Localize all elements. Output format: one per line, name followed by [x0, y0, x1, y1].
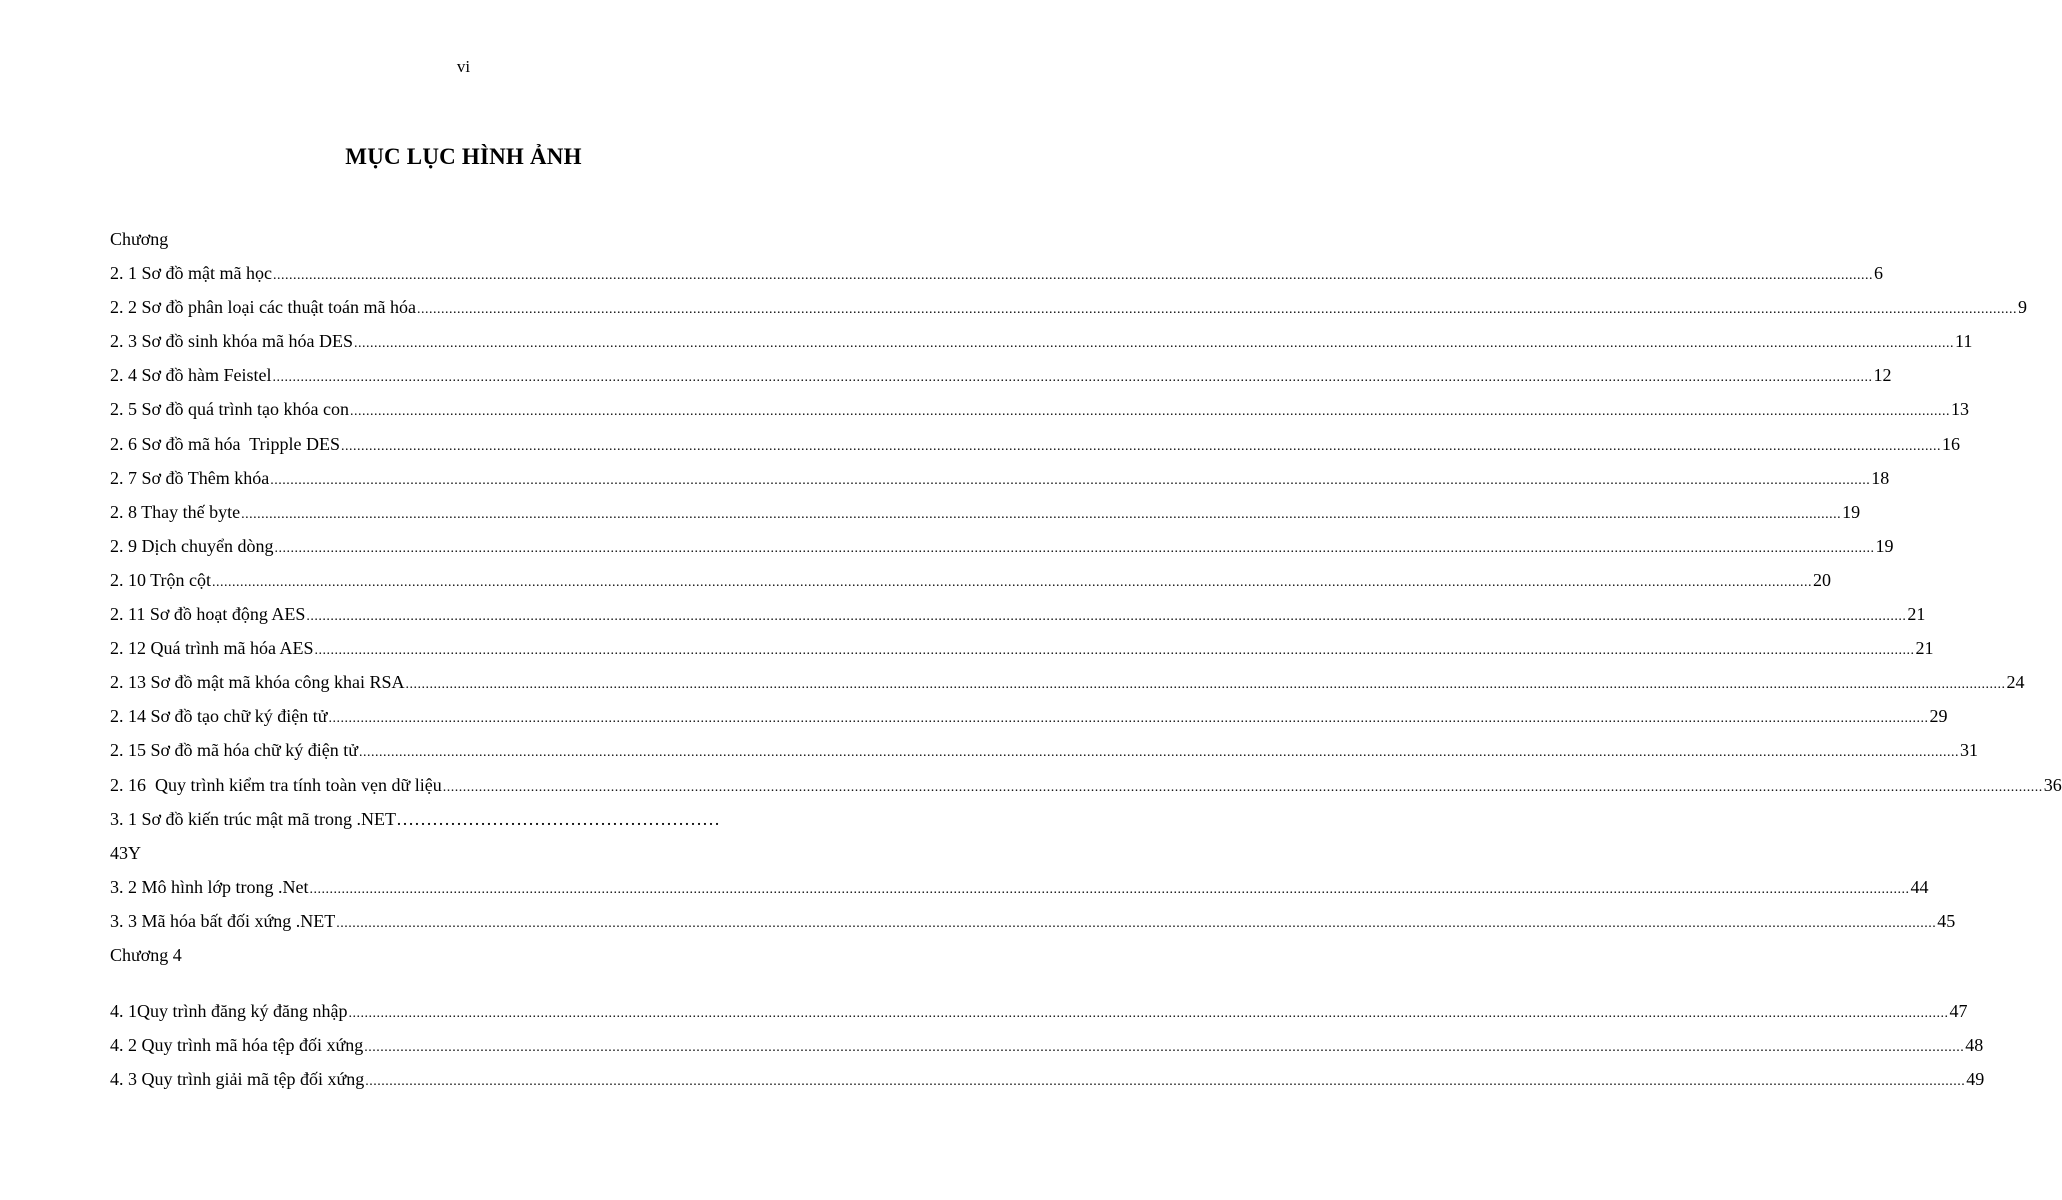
toc-entry[interactable]	[110, 875, 1929, 909]
toc-entry[interactable]	[110, 670, 2025, 704]
dot-leader: ................................................................................................................................................................................................................................................................................................................................................................................................................	[354, 336, 1955, 352]
toc-group-chapter-4	[110, 999, 1985, 1101]
toc-entry[interactable]	[110, 704, 1948, 738]
dot-leader: ................................................................................................................................................................................................................................................................................................................................................................................................................	[336, 915, 1937, 931]
toc-entry-label: 2. 1 Sơ đồ mật mã học	[110, 263, 272, 284]
toc-entry-page: 9	[2017, 297, 2027, 318]
toc-entry-page: 13	[1950, 399, 1969, 420]
dot-leader: ................................................................................................................................................................................................................................................................................................................................................................................................................	[348, 1006, 1949, 1022]
dot-leader: ................................................................................................................................................................................................................................................................................................................................................................................................................	[405, 677, 2006, 693]
toc-entry-label: 2. 5 Sơ đồ quá trình tạo khóa con	[110, 399, 349, 420]
dot-leader: ................................................................................................................................................................................................................................................................................................................................................................................................................	[273, 268, 1873, 284]
toc-entry-label: 2. 12 Quá trình mã hóa AES	[110, 638, 314, 659]
toc-entry[interactable]	[110, 602, 1926, 636]
toc-entry[interactable]	[110, 1033, 1984, 1067]
dot-leader: ................................................................................................................................................................................................................................................................................................................................................................................................................	[270, 472, 1871, 488]
chapter-heading: Chương 4	[110, 944, 182, 965]
toc-entry[interactable]	[110, 329, 1973, 363]
toc-entry-page: 21	[1907, 604, 1926, 625]
toc-entry-label: 2. 6 Sơ đồ mã hóa Tripple DES	[110, 433, 341, 454]
toc-entry-page: 19	[1842, 501, 1861, 522]
toc-entry-page: 45	[1937, 910, 1956, 931]
toc-entry[interactable]	[110, 295, 2027, 329]
toc-group-chapter-2	[110, 261, 2062, 807]
toc-entry-label: 2. 9 Dịch chuyển dòng	[110, 535, 274, 556]
toc-entry[interactable]	[110, 909, 1956, 943]
dot-leader: ................................................................................................................................................................................................................................................................................................................................................................................................................	[212, 574, 1813, 590]
dot-leader: ................................................................................................................................................................................................................................................................................................................................................................................................................	[241, 506, 1842, 522]
toc-entry-label: 2. 13 Sơ đồ mật mã khóa công khai RSA	[110, 672, 405, 693]
toc-entry-label: 4. 3 Quy trình giải mã tệp đối xứng	[110, 1069, 365, 1090]
toc-entry[interactable]	[110, 261, 1883, 295]
toc-entry-page: 48	[1965, 1035, 1984, 1056]
dot-leader: ................................................................................................................................................................................................................................................................................................................................................................................................................	[309, 881, 1910, 897]
toc-entry-label: 3. 2 Mô hình lớp trong .Net	[110, 876, 309, 897]
toc-entry-page: 49	[1966, 1069, 1985, 1090]
toc-entry-page: 36	[2043, 774, 2062, 795]
toc-entry[interactable]	[110, 534, 1894, 568]
toc-entry-label: 3. 3 Mã hóa bất đối xứng .NET	[110, 910, 336, 931]
toc-entry-page: 24	[2006, 672, 2025, 693]
toc-entry-page: 19	[1875, 535, 1894, 556]
dot-leader: ................................................................................................................................................................................................................................................................................................................................................................................................................	[364, 1040, 1965, 1056]
toc-entry-page: 31	[1960, 740, 1979, 761]
toc-entry-page: 20	[1813, 569, 1832, 590]
dot-leader: ................................................................................................................................................................................................................................................................................................................................................................................................................	[442, 779, 2043, 795]
table-of-figures	[110, 227, 2062, 1101]
toc-entry[interactable]	[110, 466, 1890, 500]
toc-entry[interactable]	[110, 773, 2062, 807]
toc-entry-page: 6	[1874, 263, 1883, 284]
toc-entry[interactable]	[110, 432, 1961, 466]
toc-entry[interactable]	[110, 636, 1934, 670]
toc-entry-label: 2. 15 Sơ đồ mã hóa chữ ký điện tử	[110, 740, 359, 761]
toc-entry-label: 2. 4 Sơ đồ hàm Feistel	[110, 365, 272, 386]
toc-entry-label: 3. 1 Sơ đồ kiến trúc mật mã trong .NET………………………………………………	[110, 808, 720, 829]
toc-entry-page: 21	[1915, 638, 1934, 659]
dot-leader: ................................................................................................................................................................................................................................................................................................................................................................................................................	[314, 643, 1915, 659]
dot-leader: ................................................................................................................................................................................................................................................................................................................................................................................................................	[306, 609, 1907, 625]
toc-entry-label: 2. 7 Sơ đồ Thêm khóa	[110, 467, 270, 488]
toc-entry[interactable]	[110, 500, 1861, 534]
toc-entry-label: 2. 2 Sơ đồ phân loại các thuật toán mã hóa	[110, 297, 416, 318]
toc-entry-label: 4. 2 Quy trình mã hóa tệp đối xứng	[110, 1035, 364, 1056]
toc-entry-label: 2. 14 Sơ đồ tạo chữ ký điện tử	[110, 706, 328, 727]
toc-entry-label: 2. 16 Quy trình kiểm tra tính toàn vẹn dữ liệu	[110, 774, 442, 795]
toc-entry[interactable]	[110, 1067, 1985, 1101]
toc-entry[interactable]	[110, 568, 1832, 602]
dot-leader: ................................................................................................................................................................................................................................................................................................................................................................................................................	[328, 711, 1929, 727]
chapter-heading: Chương	[110, 229, 169, 249]
toc-entry-label: 4. 1Quy trình đăng ký đăng nhập	[110, 1001, 348, 1022]
dot-leader: ................................................................................................................................................................................................................................................................................................................................................................................................................	[274, 540, 1875, 556]
toc-entry[interactable]	[110, 738, 1979, 772]
dot-leader: ................................................................................................................................................................................................................................................................................................................................................................................................................	[359, 745, 1960, 761]
toc-entry[interactable]	[110, 999, 1968, 1033]
toc-entry-label: 2. 8 Thay thế byte	[110, 501, 241, 522]
dot-leader: ................................................................................................................................................................................................................................................................................................................................................................................................................	[272, 370, 1873, 386]
page-title: MỤC LỤC HÌNH ẢNH	[345, 144, 582, 169]
toc-entry-label: 2. 11 Sơ đồ hoạt động AES	[110, 604, 306, 625]
toc-entry-label: 2. 10 Trộn cột	[110, 569, 212, 590]
toc-entry-page: 12	[1873, 365, 1892, 386]
toc-entry-page: 47	[1949, 1001, 1968, 1022]
toc-entry-page: 11	[1955, 331, 1973, 352]
dot-leader: ................................................................................................................................................................................................................................................................................................................................................................................................................	[365, 1074, 1966, 1090]
page-number: vi	[456, 57, 471, 76]
toc-entry-label: 2. 3 Sơ đồ sinh khóa mã hóa DES	[110, 331, 354, 352]
toc-entry-page: 29	[1929, 706, 1948, 727]
toc-entry[interactable]	[110, 397, 1969, 431]
dot-leader: ................................................................................................................................................................................................................................................................................................................................................................................................................	[416, 302, 2017, 318]
toc-entry[interactable]	[110, 363, 1892, 397]
spacer	[110, 977, 818, 999]
dot-leader: ................................................................................................................................................................................................................................................................................................................................................................................................................	[349, 404, 1950, 420]
toc-entry-page: 44	[1910, 876, 1929, 897]
toc-group-chapter-3	[110, 875, 1956, 943]
toc-entry-page: 18	[1871, 467, 1890, 488]
toc-entry-page: 16	[1942, 433, 1961, 454]
toc-entry-page: 43Y	[110, 842, 141, 863]
dot-leader: ................................................................................................................................................................................................................................................................................................................................................................................................................	[341, 438, 1942, 454]
